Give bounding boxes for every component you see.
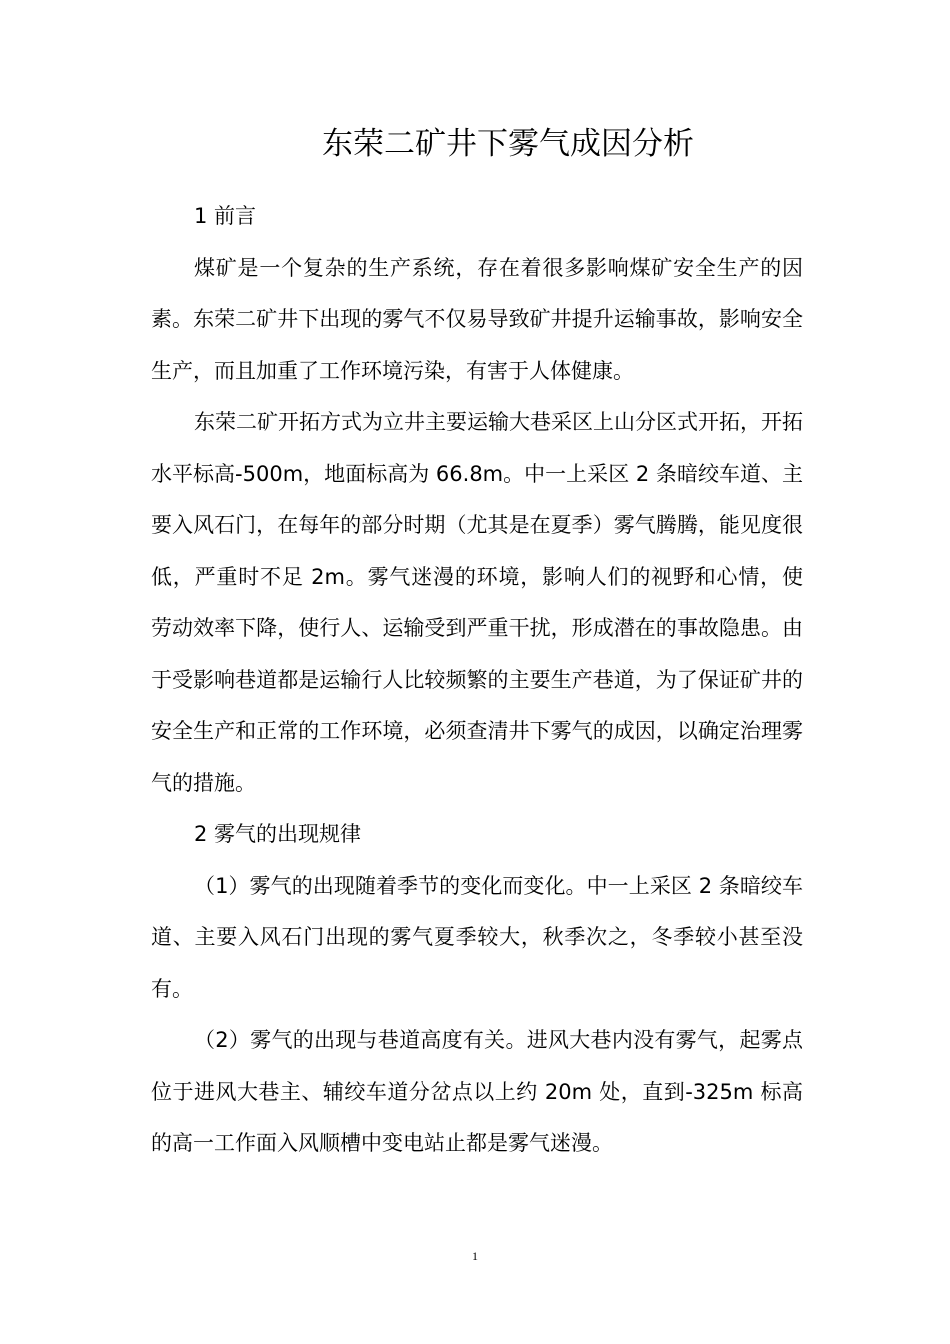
section-heading-introduction: 1 前言 <box>194 204 257 228</box>
paragraph-fog-height: （2）雾气的出现与巷道高度有关。进风大巷内没有雾气，起雾点位于进风大巷主、辅绞车道分岔点以上约 20m 处，直到-325m 标高的高一工作面入风顺槽中变电站止都是雾气迷漫。 <box>151 1028 803 1155</box>
paragraph-fog-season: （1）雾气的出现随着季节的变化而变化。中一上采区 2 条暗绞车道、主要入风石门出现的雾气夏季较大，秋季次之，冬季较小甚至没有。 <box>151 873 803 1001</box>
paragraph-mine-description: 东荣二矿开拓方式为立井主要运输大巷采区上山分区式开拓，开拓水平标高-500m，地面标高为 66.8m。中一上采区 2 条暗绞车道、主要入风石门，在每年的部分时期（尤其是在夏季）雾气腾腾，能见度很低，严重时不足 2m。雾气迷漫的环境，影响人们的视野和心情，使 劳动效率下降，使行人、运输受到严重干扰，形成潜在的事故隐患。由于受影响巷道都是运输行人比较频繁的主要生产巷道，为了保证矿井的安全生产和正常的工作环境，必须查清井下雾气的成因，以确定治理雾气的措施。 <box>151 410 803 795</box>
document-body <box>151 191 803 1170</box>
page-number: 1 <box>472 1249 478 1263</box>
section-heading-fog-pattern: 2 雾气的出现规律 <box>194 822 362 846</box>
document-title: 东荣二矿井下雾气成因分析 <box>322 126 694 162</box>
paragraph-intro: 煤矿是一个复杂的生产系统，存在着很多影响煤矿安全生产的因素。东荣二矿井下出现的雾气不仅易导致矿井提升运输事故，影响安全生产，而且加重了工作环境污染，有害于人体健康。 <box>151 255 803 383</box>
